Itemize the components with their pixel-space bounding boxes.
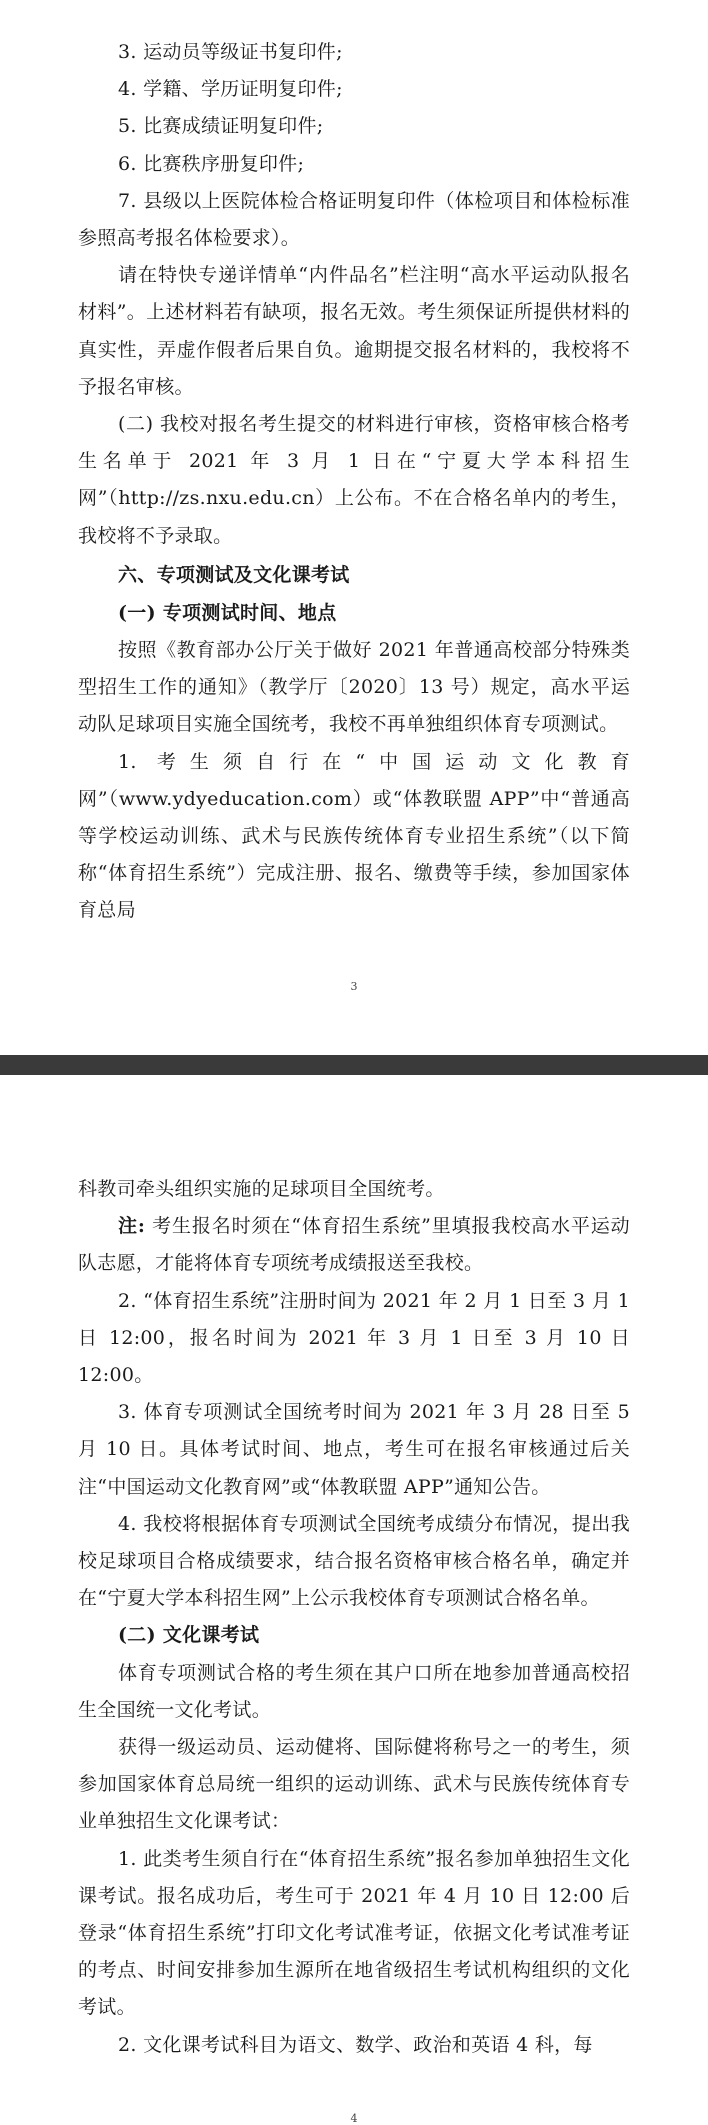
list-item-7: 7. 县级以上医院体检合格证明复印件（体检项目和体检标准参照高考报名体检要求）。 [78,189,630,250]
list-item-2-subjects: 2. 文化课考试科目为语文、数学、政治和英语 4 科，每 [118,2033,593,2056]
paragraph-athletes: 获得一级运动员、运动健将、国际健将称号之一的考生，须参加国家体育总局统一组织的运动训练、武术与民族传统体育专业单独招生文化课考试： [78,1736,630,1833]
list-item-3: 3. 运动员等级证书复印件; [118,41,343,63]
page-number: 4 [350,2112,358,2125]
document-page-4 [0,1075,708,2125]
document-page-3 [0,0,708,1055]
list-item-6: 6. 比赛秩序册复印件; [118,152,305,175]
note-text: 考生报名时须在“体育招生系统”里填报我校高水平运动队志愿，才能将体育专项统考成绩报送至我校。 [78,1215,630,1275]
list-item-4: 4. 我校将根据体育专项测试全国统考成绩分布情况，提出我校足球项目合格成绩要求，结合报名资格审核合格名单，确定并在“宁夏大学本科招生网”上公示我校体育专项测试合格名单。 [78,1512,630,1610]
list-item-5: 5. 比赛成绩证明复印件; [118,115,324,138]
paragraph-continuation: 科教司牵头组织实施的足球项目全国统考。 [78,1178,445,1200]
list-item-1: 1. 此类考生须自行在“体育招生系统”报名参加单独招生文化课考试。报名成功后，考生可于 2021 年 4 月 10 日 12:00 后登录“体育招生系统”打印文化考试准考证，依据文化考试准考证的考点、时间安排参加生源所在地省级招生考试机构组织的文化考试。 [78,1847,630,2019]
paragraph-mailing-note: 请在特快专递详情单“内件品名”栏注明“高水平运动队报名材料”。上述材料若有缺项，报名无效。考生须保证所提供材料的真实性，弄虚作假者后果自负。逾期提交报名材料的，我校将不予报名审核。 [78,264,630,398]
paragraph-review: (二) 我校对报名考生提交的材料进行审核，资格审核合格考生名单于 2021 年 3 月 1 日在“宁夏大学本科招生网”（http://zs.nxu.edu.cn）上公布。不在合格名单内的考生，我校将不予录取。 [78,413,630,547]
note-label: 注: [118,1215,146,1238]
list-item-2: 2. “体育招生系统”注册时间为 2021 年 2 月 1 日至 3 月 1 日 12:00，报名时间为 2021 年 3 月 1 日至 3 月 10 日 12:00。 [78,1289,630,1387]
paragraph-culture-exam: 体育专项测试合格的考生须在其户口所在地参加普通高校招生全国统一文化考试。 [78,1661,630,1721]
page-number: 3 [350,980,358,993]
page-content [78,1171,630,2064]
section-heading: 六、专项测试及文化课考试 [118,563,350,586]
list-item-4: 4. 学籍、学历证明复印件; [118,78,343,101]
paragraph-notice: 按照《教育部办公厅关于做好 2021 年普通高校部分特殊类型招生工作的通知》（教学厅〔2020〕13 号）规定，高水平运动队足球项目实施全国统考，我校不再单独组织体育专项测试。 [78,639,630,736]
paragraph-note [78,1208,630,1282]
page-separator [0,1055,708,1075]
paragraph-registration: 1. 考生须自行在“中国运动文化教育网”（www.ydyeducation.com）或“体教联盟 APP”中“普通高等学校运动训练、武术与民族传统体育专业招生系统”（以下简称“体育招生系统”）完成注册、报名、缴费等手续，参加国家体育总局 [78,750,630,922]
page-content [78,34,630,930]
subheading-test-time: (一) 专项测试时间、地点 [118,601,337,624]
subheading-culture-exam: (二) 文化课考试 [118,1624,260,1647]
list-item-3: 3. 体育专项测试全国统考时间为 2021 年 3 月 28 日至 5 月 10 日。具体考试时间、地点，考生可在报名审核通过后关注“中国运动文化教育网”或“体教联盟 APP”通知公告。 [78,1401,630,1498]
